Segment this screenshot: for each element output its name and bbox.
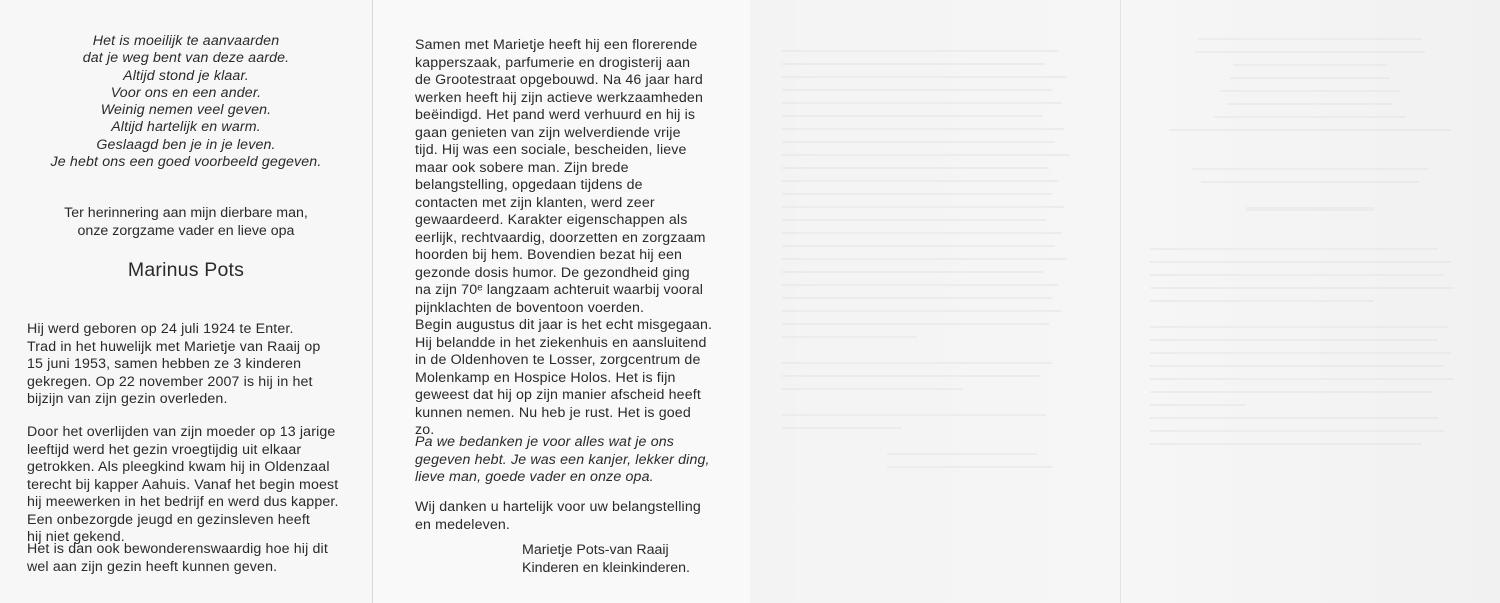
poem-line: Voor ons en een ander. [110, 84, 262, 101]
text-line: tijd. Hij was een sociale, bescheiden, lieve [415, 142, 687, 158]
text-line: kunnen nemen. Nu heb je rust. Het is goed [415, 404, 691, 421]
text-line: leeftijd werd het gezin vroegtijdig uit elkaar [27, 441, 302, 458]
poem-line: Het is moeilijk te aanvaarden [92, 33, 280, 49]
text-line: hij niet gekend. [27, 529, 125, 545]
show-through-text-block [1150, 38, 1470, 456]
text-line: werken heeft hij zijn actieve werkzaamheden [415, 89, 703, 106]
back-page-show-through [750, 0, 1500, 603]
text-line: beëindigd. Het pand werd verhuurd en hij is [415, 107, 696, 123]
text-line: gewaardeerd. Karakter eigenschappen als [415, 212, 688, 228]
farewell-paragraph [415, 434, 715, 487]
text-line: belangstelling, opgedaan tijdens de [415, 177, 643, 193]
text-line: Pa we bedanken je voor alles wat je ons [415, 434, 675, 450]
biography-paragraph [415, 37, 715, 440]
poem-line: dat je weg bent van deze aarde. [82, 50, 290, 67]
middle-page [372, 0, 750, 603]
text-line: pijnklachten de boventoon voerden. [415, 299, 645, 316]
poem-line: Geslaagd ben je in je leven. [96, 136, 276, 153]
text-line: bijzijn van zijn gezin overleden. [27, 391, 228, 407]
text-line: in de Oldenhoven te Losser, zorgcentrum de [415, 352, 701, 368]
text-line: getrokken. Als pleegkind kwam hij in Oldenzaal [27, 459, 330, 475]
text-line: maar ook sobere man. Zijn brede [415, 159, 629, 176]
text-line: gaan genieten van zijn welverdiende vrije [415, 124, 681, 141]
deceased-name: Marinus Pots [127, 259, 245, 281]
dedication [20, 205, 352, 240]
text-line: Het is dan ook bewonderenswaardig hoe hij dit [27, 541, 328, 557]
text-line: Wij danken u hartelijk voor uw belangstelling [415, 499, 701, 515]
poem-line: Altijd stond je klaar. [123, 67, 249, 84]
biography-paragraph [27, 321, 341, 409]
text-line: Trad in het huwelijk met Marietje van Raaij op [27, 338, 321, 355]
signature-block [522, 542, 690, 577]
text-line: Begin augustus dit jaar is het echt misgegaan. [415, 317, 713, 333]
text-line: hij meewerken in het bedrijf en werd dus kapper. [27, 494, 339, 510]
thanks-paragraph [415, 499, 715, 534]
text-line: Een onbezorgde jeugd en gezinsleven heeft [27, 511, 311, 528]
dedication-line: Ter herinnering aan mijn dierbare man, [64, 205, 308, 221]
text-line: Door het overlijden van zijn moeder op 13 jarige [27, 424, 336, 440]
text-line: gezonde dosis humor. De gezondheid ging [415, 264, 690, 281]
text-line: de Grootestraat opgebouwd. Na 46 jaar hard [415, 72, 703, 88]
text-line: 15 juni 1953, samen hebben ze 3 kinderen [27, 356, 302, 372]
text-line: gekregen. Op 22 november 2007 is hij in het [27, 373, 313, 390]
text-line: hoorden bij hem. Bovendien bezat hij een [415, 247, 683, 263]
text-line: contacten met zijn klanten, werd zeer [415, 194, 655, 211]
text-line: geweest dat hij op zijn manier afscheid heeft [415, 387, 701, 403]
left-page [0, 0, 372, 603]
poem-line: Altijd hartelijk en warm. [111, 119, 261, 136]
dedication-line: onze zorgzame vader en lieve opa [77, 222, 295, 239]
text-line: gegeven hebt. Je was een kanjer, lekker ding, [415, 451, 710, 468]
poem-line: Weinig nemen veel geven. [100, 102, 272, 119]
poem-line: Je hebt ons een goed voorbeeld gegeven. [50, 154, 322, 171]
text-line: zo. [415, 422, 435, 438]
text-line: Hij belandde in het ziekenhuis en aansluitend [415, 334, 707, 351]
signature-line: Kinderen en kleinkinderen. [522, 559, 690, 576]
text-line: na zijn 70ᵉ langzaam achteruit waarbij vooral [415, 282, 704, 298]
text-line: Hij werd geboren op 24 juli 1924 te Enter. [27, 321, 294, 337]
text-line: eerlijk, rechtvaardig, doorzetten en zorgzaam [415, 229, 706, 246]
text-line: wel aan zijn gezin heeft kunnen geven. [27, 558, 278, 575]
text-line: Molenkamp en Hospice Holos. Het is fijn [415, 369, 676, 386]
text-line: lieve man, goede vader en onze opa. [415, 469, 654, 485]
text-line: Samen met Marietje heeft hij een florerende [415, 37, 698, 53]
poem [20, 33, 352, 171]
text-line: kapperszaak, parfumerie en drogisterij aan [415, 54, 691, 71]
signature-line: Marietje Pots-van Raaij [522, 542, 669, 558]
biography-paragraph [27, 541, 341, 576]
show-through-text-block [782, 50, 1082, 479]
biography-paragraph [27, 424, 341, 547]
text-line: en medeleven. [415, 516, 511, 533]
text-line: terecht bij kapper Aahuis. Vanaf het begin moest [27, 476, 339, 493]
